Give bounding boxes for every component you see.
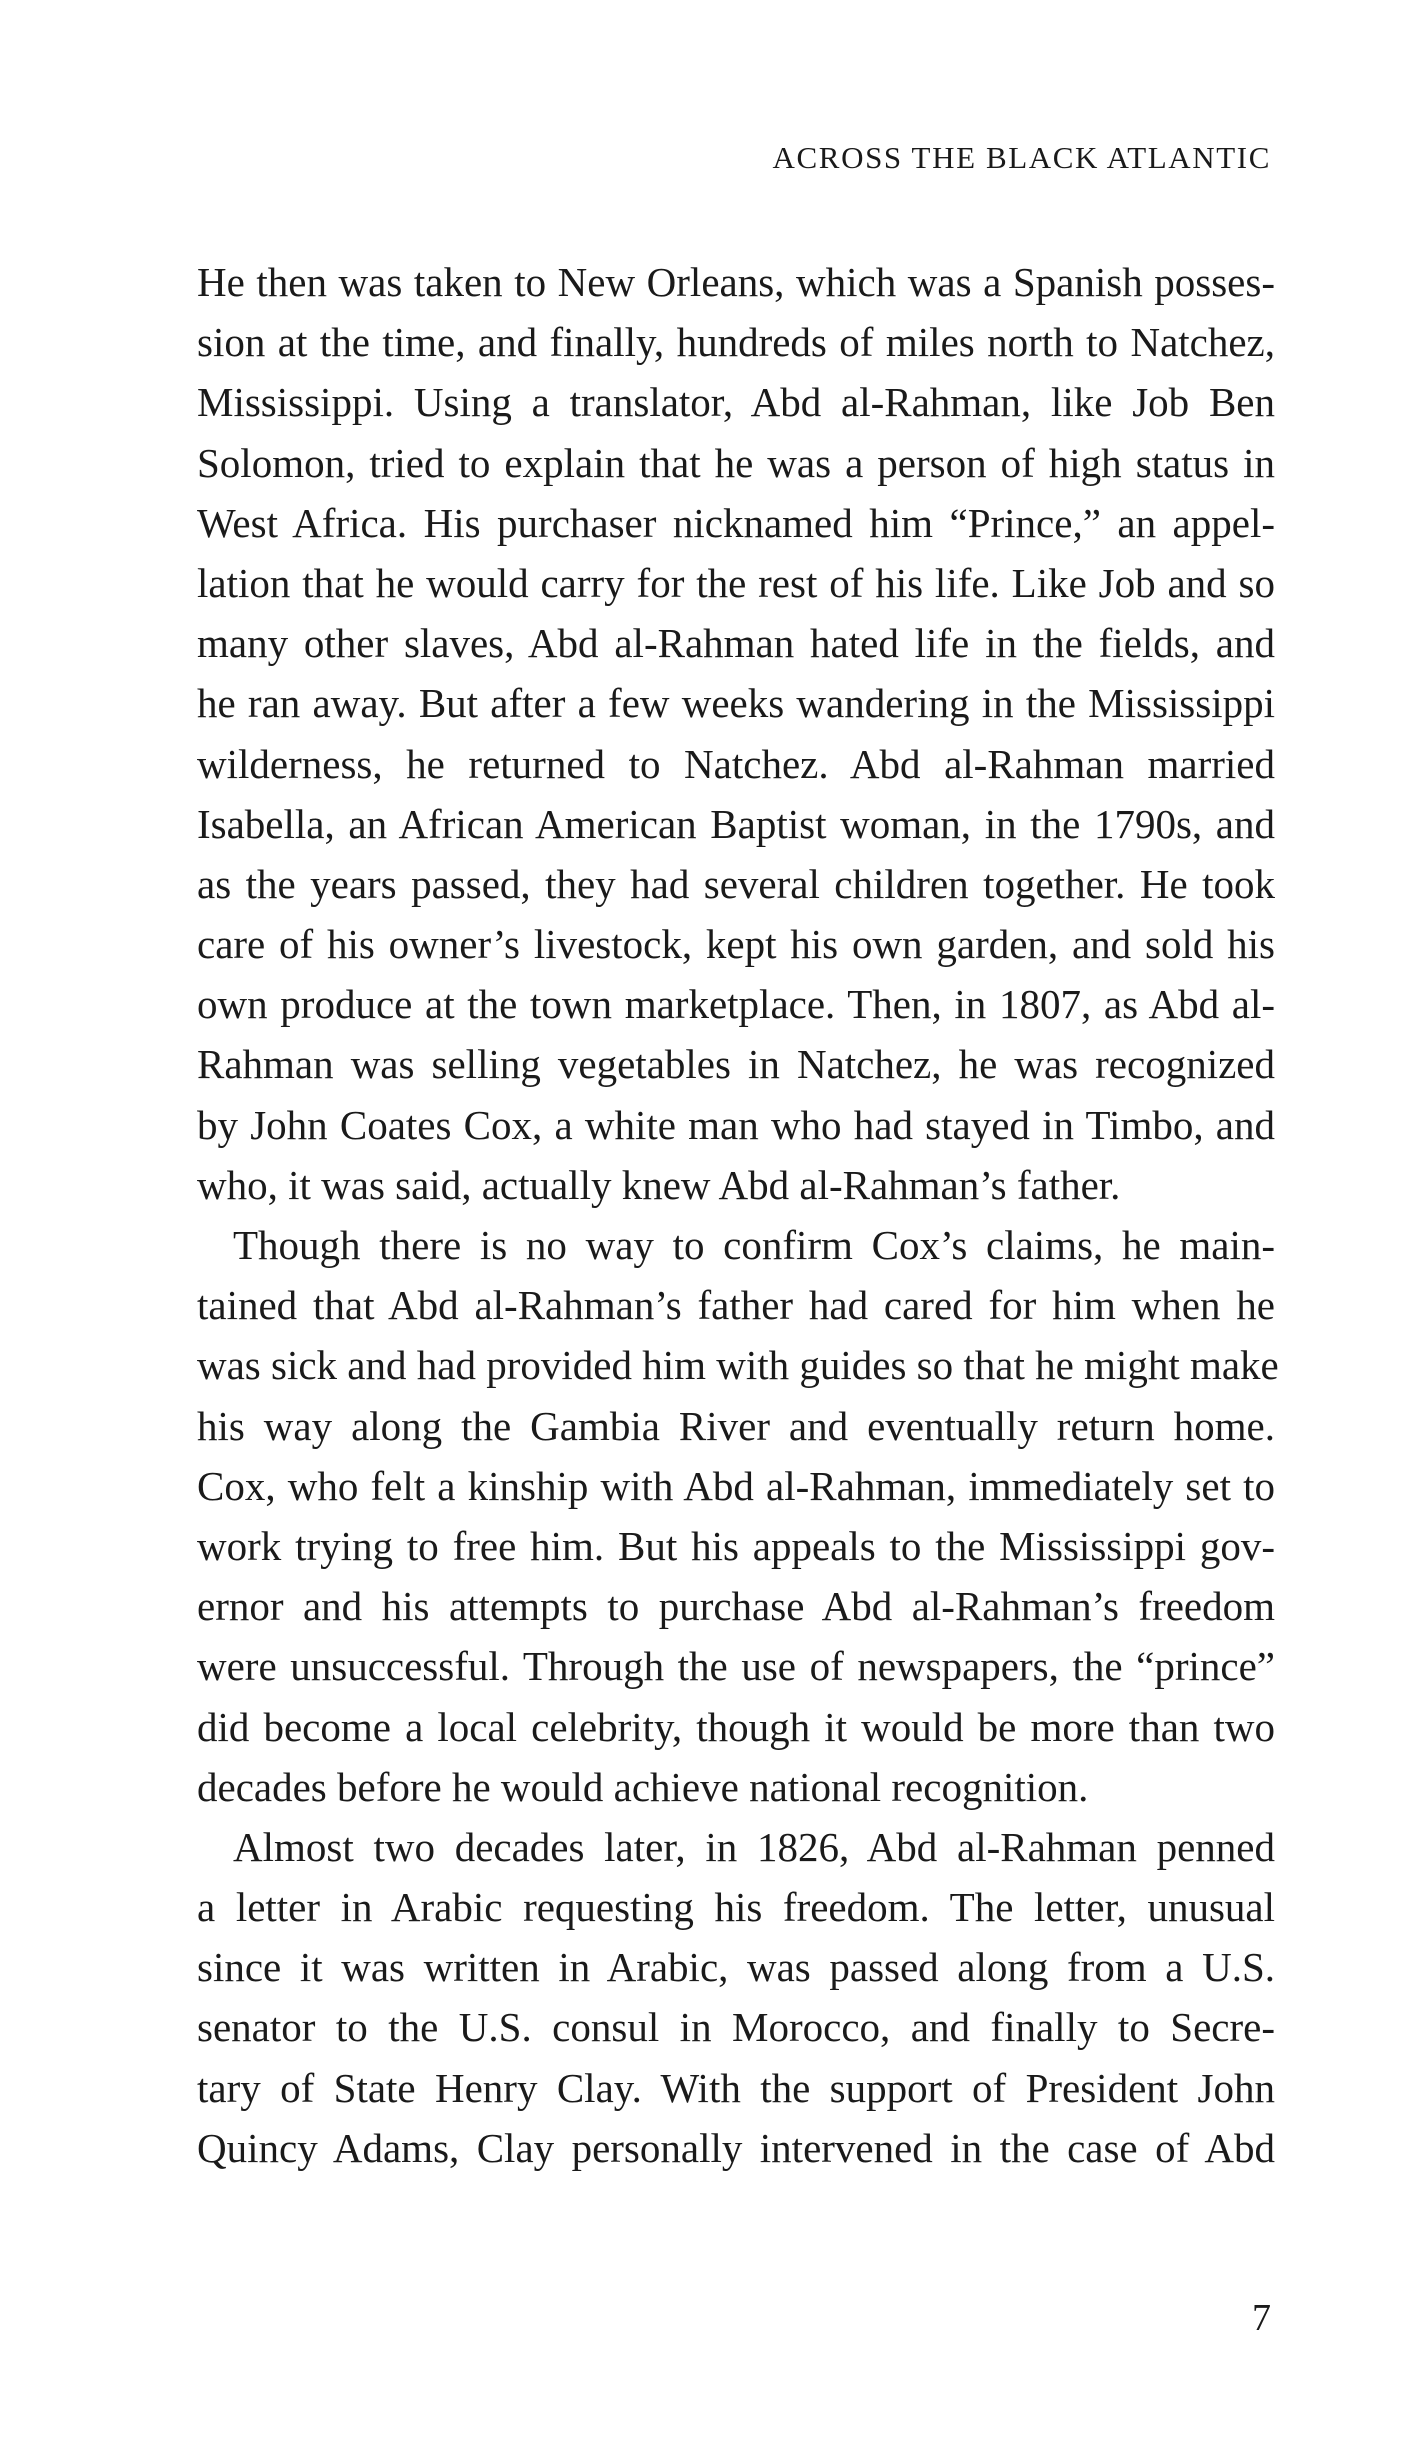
text-line: his way along the Gambia River and eventually return home. bbox=[197, 1402, 1275, 1449]
text-line: were unsuccessful. Through the use of newspapers, the “prince” bbox=[197, 1643, 1275, 1690]
paragraph-3 bbox=[197, 1817, 1275, 2178]
text-line: work trying to free him. But his appeals to the Mississippi gov- bbox=[197, 1522, 1275, 1569]
text-line: lation that he would carry for the rest of his life. Like Job and so bbox=[197, 559, 1275, 606]
text-line: ernor and his attempts to purchase Abd al-Rahman’s freedom bbox=[197, 1583, 1275, 1630]
paragraph-2 bbox=[197, 1215, 1279, 1817]
text-line: was sick and had provided him with guides so that he might make bbox=[197, 1342, 1279, 1389]
paragraph-1 bbox=[197, 252, 1275, 1215]
text-line: West Africa. His purchaser nicknamed him “Prince,” an appel- bbox=[197, 499, 1275, 546]
page-number: 7 bbox=[1252, 2297, 1271, 2339]
text-line: Though there is no way to confirm Cox’s claims, he main- bbox=[233, 1222, 1275, 1268]
text-line: many other slaves, Abd al-Rahman hated life in the fields, and bbox=[197, 620, 1275, 667]
text-line: since it was written in Arabic, was passed along from a U.S. bbox=[197, 1944, 1275, 1991]
text-line: who, it was said, actually knew Abd al-Rahman’s father. bbox=[197, 1161, 1121, 1208]
text-line: Almost two decades later, in 1826, Abd al-Rahman penned bbox=[233, 1823, 1275, 1870]
text-line: Mississippi. Using a translator, Abd al-Rahman, like Job Ben bbox=[197, 379, 1275, 426]
text-line: sion at the time, and finally, hundreds of miles north to Natchez, bbox=[197, 319, 1275, 366]
text-line: tained that Abd al-Rahman’s father had cared for him when he bbox=[197, 1282, 1275, 1329]
text-line: decades before he would achieve national recognition. bbox=[197, 1763, 1089, 1810]
text-line: own produce at the town marketplace. Then, in 1807, as Abd al- bbox=[197, 981, 1275, 1028]
text-line: by John Coates Cox, a white man who had stayed in Timbo, and bbox=[197, 1101, 1275, 1148]
text-line: tary of State Henry Clay. With the support of President John bbox=[197, 2064, 1275, 2111]
text-line: Isabella, an African American Baptist woman, in the 1790s, and bbox=[197, 800, 1275, 847]
running-head: ACROSS THE BLACK ATLANTIC bbox=[772, 140, 1271, 175]
text-line: care of his owner’s livestock, kept his own garden, and sold his bbox=[197, 921, 1275, 968]
text-line: wilderness, he returned to Natchez. Abd al-Rahman married bbox=[197, 740, 1275, 787]
text-line: as the years passed, they had several children together. He took bbox=[197, 860, 1275, 907]
text-line: He then was taken to New Orleans, which was a Spanish posses- bbox=[197, 259, 1275, 305]
text-line: Quincy Adams, Clay personally intervened in the case of Abd bbox=[197, 2124, 1275, 2171]
text-line: Solomon, tried to explain that he was a person of high status in bbox=[197, 439, 1275, 486]
text-line: Cox, who felt a kinship with Abd al-Rahman, immediately set to bbox=[197, 1462, 1275, 1509]
text-line: did become a local celebrity, though it would be more than two bbox=[197, 1703, 1275, 1750]
text-line: a letter in Arabic requesting his freedom. The letter, unusual bbox=[197, 1884, 1275, 1931]
text-line: senator to the U.S. consul in Morocco, and finally to Secre- bbox=[197, 2004, 1275, 2051]
body-text bbox=[197, 252, 1279, 2178]
text-line: he ran away. But after a few weeks wandering in the Mississippi bbox=[197, 680, 1275, 727]
text-line: Rahman was selling vegetables in Natchez, he was recognized bbox=[197, 1041, 1275, 1088]
